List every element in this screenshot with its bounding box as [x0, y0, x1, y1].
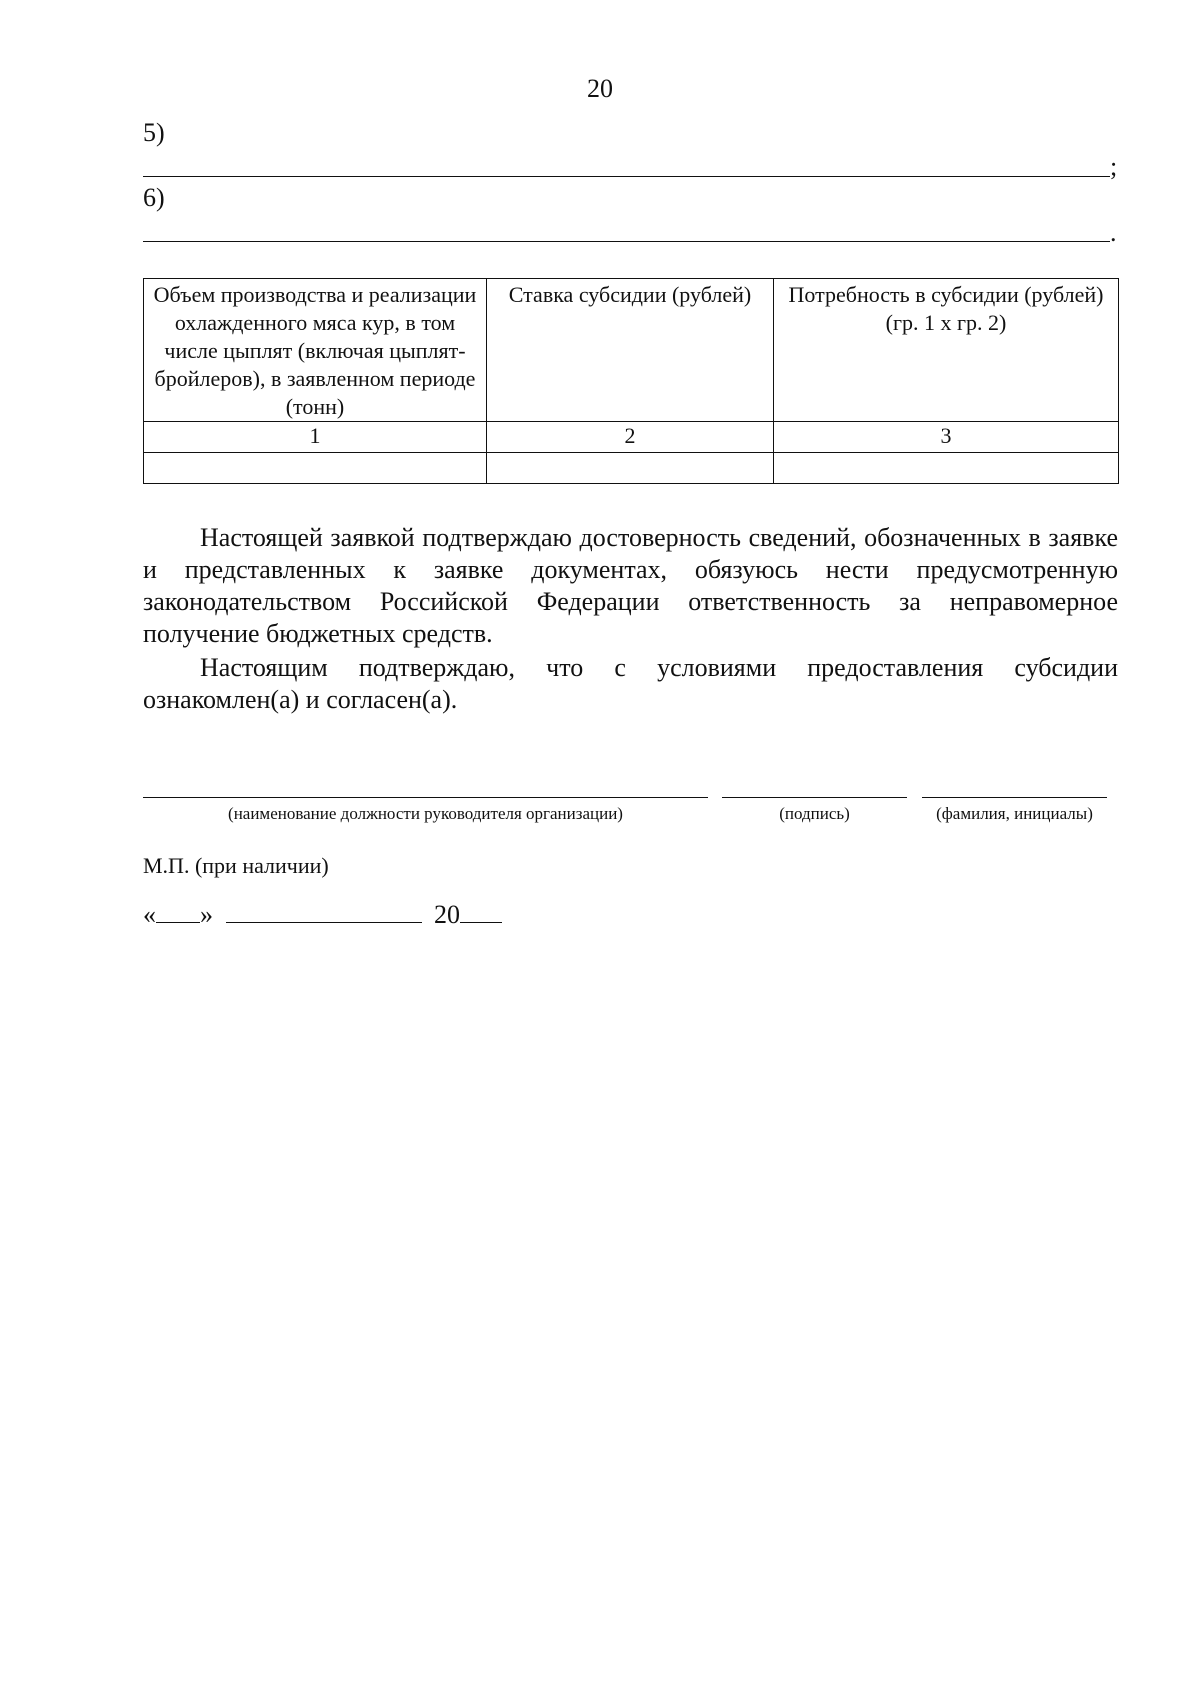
signature-caption: (подпись)	[779, 804, 850, 823]
header-need: Потребность в субсидии (рублей) (гр. 1 х гр. 2)	[774, 279, 1119, 422]
item-5-fill-line[interactable]	[143, 176, 1110, 177]
item-6-line-end: .	[1110, 218, 1117, 247]
position-signature-line[interactable]	[143, 797, 708, 798]
confirmation-paragraph: Настоящей заявкой подтверждаю достоверность сведений, обозначенных в заявке и представленных к заявке документах, обязуюсь нести предусмотренную законодательством Российской Федерации ответственность за неправомерное получение бюджетных средств.	[143, 523, 1118, 648]
signature-line[interactable]	[722, 797, 907, 798]
cell-rate[interactable]	[487, 453, 774, 484]
date-line	[143, 898, 502, 930]
date-day-blank[interactable]	[156, 898, 200, 923]
date-open-quote: «	[143, 900, 156, 929]
header-rate: Ставка субсидии (рублей)	[487, 279, 774, 422]
position-caption: (наименование должности руководителя организации)	[228, 804, 623, 823]
table-header-row	[144, 279, 1119, 422]
item-5-line-end: ;	[1110, 152, 1118, 181]
column-number-3: 3	[774, 422, 1119, 453]
date-year-blank[interactable]	[460, 898, 502, 923]
cell-need[interactable]	[774, 453, 1119, 484]
date-month-blank[interactable]	[226, 898, 422, 923]
page-number: 20	[587, 74, 613, 103]
item-6-fill-line[interactable]	[143, 241, 1110, 242]
name-caption: (фамилия, инициалы)	[936, 804, 1093, 823]
consent-paragraph: Настоящим подтверждаю, что с условиями предоставления субсидии ознакомлен(а) и согласен(а).	[143, 653, 1118, 714]
date-close-quote: »	[200, 900, 213, 929]
column-number-2: 2	[487, 422, 774, 453]
date-year-prefix: 20	[434, 900, 460, 929]
stamp-label: М.П. (при наличии)	[143, 853, 329, 878]
header-volume: Объем производства и реализации охлажденного мяса кур, в том числе цыплят (включая цыплят-бройлеров), в заявленном периоде (тонн)	[144, 279, 487, 422]
cell-volume[interactable]	[144, 453, 487, 484]
item-6-label: 6)	[143, 183, 165, 212]
subsidy-table	[143, 278, 1119, 484]
column-number-1: 1	[144, 422, 487, 453]
table-row	[144, 453, 1119, 484]
name-signature-line[interactable]	[922, 797, 1107, 798]
table-column-number-row	[144, 422, 1119, 453]
item-5-label: 5)	[143, 118, 165, 147]
